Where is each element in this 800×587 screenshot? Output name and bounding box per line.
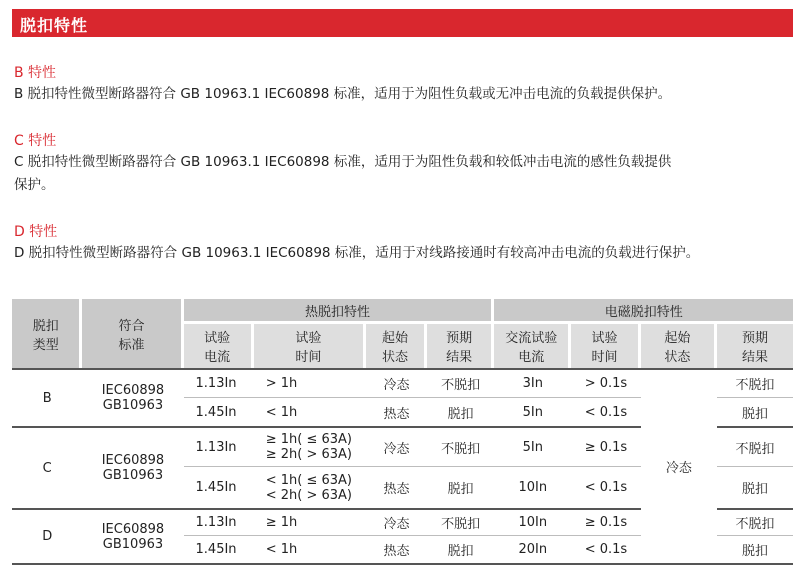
table-cell: 1.45In: [184, 466, 254, 508]
table-cell: 10In: [494, 508, 571, 535]
table-cell: 1.45In: [184, 535, 254, 565]
page-title: 脱扣特性: [20, 16, 89, 35]
header-standard: 符合 标准: [82, 299, 183, 368]
section-c-text-line1: C 脱扣特性微型断路器符合 GB 10963.1 IEC60898 标准，适用于为阻性负载和较低冲击电流的感性负载提供: [14, 154, 672, 170]
table-cell: 热态: [366, 535, 427, 565]
header-m-test-time: 试验 时间: [571, 324, 641, 368]
table-cell: 不脱扣: [717, 508, 793, 535]
table-cell: 不脱扣: [427, 426, 495, 466]
table-cell: 冷态: [366, 426, 427, 466]
section-c-text-line2: 保护。: [14, 177, 55, 193]
type-d: D: [12, 508, 82, 565]
table-cell: 5In: [494, 426, 571, 466]
table-cell: 10In: [494, 466, 571, 508]
header-initial-state: 起始 状态: [366, 324, 427, 368]
table-cell: 脱扣: [717, 397, 793, 426]
section-c-title: C 特性: [14, 133, 57, 149]
table-cell: 冷态: [366, 508, 427, 535]
table-cell: > 1h: [254, 368, 366, 397]
table-cell: ≥ 1h( ≤ 63A) ≥ 2h( > 63A): [254, 426, 366, 466]
table-cell: 脱扣: [717, 466, 793, 508]
table-cell: 不脱扣: [717, 368, 793, 397]
header-magnetic: 电磁脱扣特性: [494, 299, 793, 324]
type-c: C: [12, 426, 82, 508]
section-d-text: D 脱扣特性微型断路器符合 GB 10963.1 IEC60898 标准，适用于对线路接通时有较高冲击电流的负载进行保护。: [14, 245, 700, 261]
header-test-time: 试验 时间: [254, 324, 366, 368]
table-cell: 热态: [366, 466, 427, 508]
trip-characteristics-table: [12, 299, 793, 565]
table-cell: 脱扣: [427, 535, 495, 565]
table-cell: ≥ 1h: [254, 508, 366, 535]
table-cell: 冷态: [366, 368, 427, 397]
header-expected-result: 预期 结果: [427, 324, 495, 368]
header-ac-test-current: 交流试验 电流: [494, 324, 571, 368]
section-d-title: D 特性: [14, 224, 58, 240]
table-cell: 脱扣: [717, 535, 793, 565]
table-cell: ≥ 0.1s: [571, 508, 641, 535]
type-b: B: [12, 368, 82, 426]
header-test-current: 试验 电流: [184, 324, 254, 368]
table-cell: 不脱扣: [427, 368, 495, 397]
table-cell: 脱扣: [427, 397, 495, 426]
table-cell: 不脱扣: [427, 508, 495, 535]
standard-d: IEC60898 GB10963: [82, 508, 183, 565]
table-cell: < 0.1s: [571, 466, 641, 508]
standard-c: IEC60898 GB10963: [82, 426, 183, 508]
table-cell: 20In: [494, 535, 571, 565]
standard-b: IEC60898 GB10963: [82, 368, 183, 426]
table-cell: > 0.1s: [571, 368, 641, 397]
table-cell: < 0.1s: [571, 535, 641, 565]
section-b-text: B 脱扣特性微型断路器符合 GB 10963.1 IEC60898 标准，适用于为阻性负载或无冲击电流的负载提供保护。: [14, 86, 672, 102]
table-cell: ≥ 0.1s: [571, 426, 641, 466]
table-cell: 1.13In: [184, 508, 254, 535]
table-cell: 不脱扣: [717, 426, 793, 466]
table-cell: 1.45In: [184, 397, 254, 426]
table-cell: < 0.1s: [571, 397, 641, 426]
table-cell: < 1h: [254, 397, 366, 426]
title-banner: [12, 9, 793, 37]
table-cell: < 1h: [254, 535, 366, 565]
header-thermal: 热脱扣特性: [184, 299, 495, 324]
table-cell: 1.13In: [184, 426, 254, 466]
table-cell: < 1h( ≤ 63A) < 2h( > 63A): [254, 466, 366, 508]
header-trip-type: 脱扣 类型: [12, 299, 82, 368]
merged-initial-state: 冷态: [641, 368, 717, 565]
table-cell: 3In: [494, 368, 571, 397]
table-cell: 热态: [366, 397, 427, 426]
section-b-title: B 特性: [14, 65, 57, 81]
table-cell: 脱扣: [427, 466, 495, 508]
table-cell: 5In: [494, 397, 571, 426]
header-m-initial-state: 起始 状态: [641, 324, 717, 368]
header-m-expected-result: 预期 结果: [717, 324, 793, 368]
table-cell: 1.13In: [184, 368, 254, 397]
